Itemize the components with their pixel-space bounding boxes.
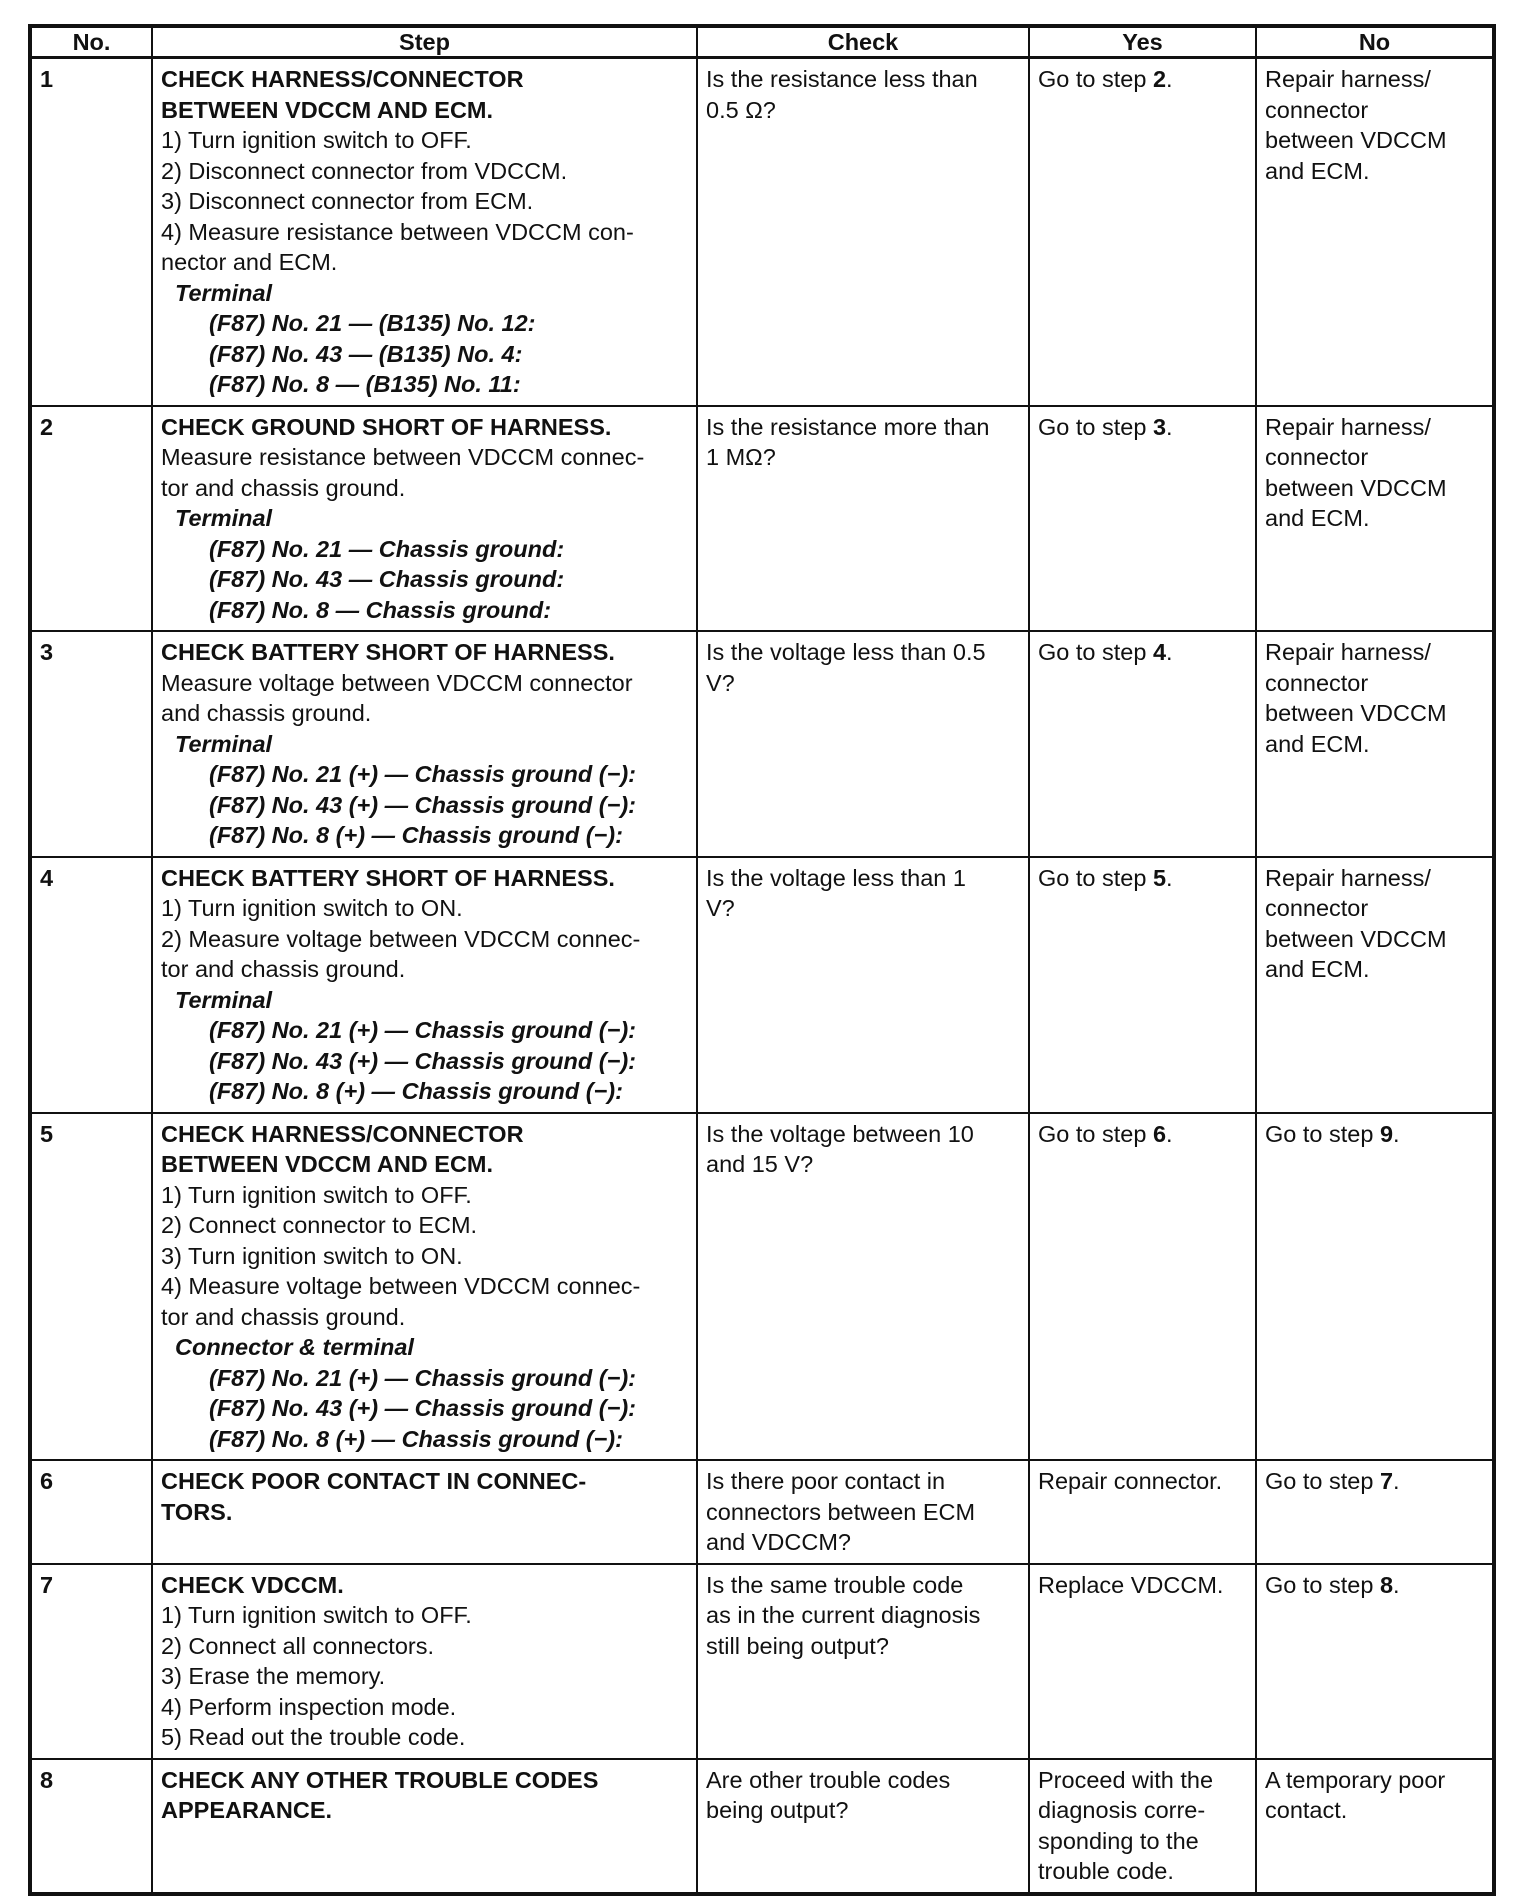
yes-step-number: 6 [1152, 1120, 1167, 1147]
terminal-label: Terminal [175, 279, 273, 306]
no-cell [1256, 1460, 1494, 1564]
step-number: 7 [40, 1571, 54, 1598]
terminal-spec: (F87) No. 8 (+) — Chassis ground (−): [209, 822, 623, 848]
no-action: A temporary poor [1265, 1766, 1446, 1793]
step-title: CHECK HARNESS/CONNECTOR [161, 1120, 524, 1147]
step-cell [152, 1564, 697, 1759]
yes-cell [1029, 58, 1256, 406]
step-instruction: 3) Erase the memory. [161, 1663, 386, 1689]
check-question: Is the voltage less than 1 [706, 864, 966, 891]
no-action-text: Go to step [1265, 1571, 1380, 1598]
step-instruction: Measure resistance between VDCCM connec- [161, 444, 645, 470]
yes-cell [1029, 1564, 1256, 1759]
yes-step-number: 2 [1152, 66, 1167, 92]
table-row [30, 406, 1494, 632]
step-number: 8 [40, 1766, 54, 1793]
no-action-text: Go to step [1265, 1120, 1380, 1147]
step-cell [152, 406, 697, 632]
terminal-spec: (F87) No. 8 — (B135) No. 11: [209, 371, 521, 397]
step-title: CHECK VDCCM. [161, 1571, 344, 1598]
no-action: contact. [1265, 1797, 1348, 1823]
no-action: connector [1265, 895, 1369, 921]
check-question: V? [706, 669, 735, 696]
step-title: CHECK HARNESS/CONNECTOR [161, 66, 524, 92]
step-number: 4 [40, 864, 54, 891]
yes-cell [1029, 1460, 1256, 1564]
step-instruction: 3) Disconnect connector from ECM. [161, 188, 534, 214]
step-cell [152, 1113, 697, 1461]
step-cell [152, 631, 697, 857]
step-instruction: 2) Measure voltage between VDCCM connec- [161, 925, 641, 952]
yes-step-number: 4 [1152, 639, 1167, 665]
step-instruction: 4) Perform inspection mode. [161, 1693, 457, 1720]
table-row [30, 631, 1494, 857]
step-number-cell [30, 1759, 152, 1894]
step-instruction: 1) Turn ignition switch to OFF. [161, 1602, 472, 1628]
check-question: V? [706, 895, 735, 921]
yes-action: diagnosis corre- [1038, 1797, 1206, 1823]
step-cell [152, 1759, 697, 1894]
step-number-cell [30, 1564, 152, 1759]
no-cell [1256, 857, 1494, 1113]
step-instruction: 1) Turn ignition switch to OFF. [161, 1181, 472, 1208]
check-cell [697, 1113, 1029, 1461]
step-instruction: and chassis ground. [161, 700, 372, 726]
step-instruction: 1) Turn ignition switch to OFF. [161, 127, 472, 153]
no-step-number: 8 [1379, 1571, 1394, 1598]
step-cell [152, 58, 697, 406]
step-number-cell [30, 406, 152, 632]
table-row [30, 1759, 1494, 1894]
yes-action-end: . [1166, 413, 1173, 440]
check-question: connectors between ECM [706, 1498, 976, 1525]
check-cell [697, 1564, 1029, 1759]
step-number: 5 [40, 1120, 54, 1147]
check-question: 1 MΩ? [706, 444, 776, 470]
check-question: Is there poor contact in [706, 1468, 946, 1494]
step-instruction: 5) Read out the trouble code. [161, 1724, 466, 1750]
step-instruction: tor and chassis ground. [161, 474, 406, 501]
terminal-spec: (F87) No. 21 — (B135) No. 12: [209, 310, 536, 336]
check-cell [697, 857, 1029, 1113]
step-number-cell [30, 58, 152, 406]
step-instruction: 4) Measure resistance between VDCCM con- [161, 218, 634, 245]
no-cell [1256, 406, 1494, 632]
step-instruction: 3) Turn ignition switch to ON. [161, 1242, 463, 1269]
yes-cell [1029, 857, 1256, 1113]
yes-action: Repair connector. [1038, 1468, 1223, 1494]
check-question: 0.5 Ω? [706, 96, 776, 123]
step-instruction: 1) Turn ignition switch to ON. [161, 895, 463, 921]
no-action: between VDCCM [1265, 474, 1447, 501]
table-row [30, 58, 1494, 406]
no-action-end: . [1393, 1468, 1400, 1494]
step-instruction: tor and chassis ground. [161, 956, 406, 982]
terminal-spec: (F87) No. 21 (+) — Chassis ground (−): [209, 1017, 636, 1043]
no-cell [1256, 631, 1494, 857]
yes-action-text: Go to step [1038, 413, 1153, 440]
step-instruction: nector and ECM. [161, 249, 338, 275]
check-question: Is the resistance less than [706, 66, 978, 92]
header-check: Check [697, 26, 1029, 58]
step-title: BETWEEN VDCCM AND ECM. [161, 96, 494, 123]
table-row [30, 1113, 1494, 1461]
step-instruction: 2) Disconnect connector from VDCCM. [161, 157, 568, 184]
check-question: being output? [706, 1797, 849, 1823]
diagnosis-table [28, 24, 1496, 1896]
check-question: still being output? [706, 1632, 889, 1659]
header-no-result: No [1256, 26, 1494, 58]
no-action: between VDCCM [1265, 925, 1447, 952]
check-question: Is the voltage between 10 [706, 1120, 974, 1147]
check-question: Are other trouble codes [706, 1766, 951, 1793]
no-action: and ECM. [1265, 956, 1370, 982]
step-instruction: 2) Connect connector to ECM. [161, 1212, 478, 1238]
check-question: and VDCCM? [706, 1529, 851, 1555]
terminal-label: Connector & terminal [175, 1334, 414, 1360]
yes-action-text: Go to step [1038, 864, 1153, 891]
table-row [30, 1564, 1494, 1759]
header-yes: Yes [1029, 26, 1256, 58]
step-number-cell [30, 1113, 152, 1461]
step-instruction: 4) Measure voltage between VDCCM connec- [161, 1273, 641, 1299]
yes-action: sponding to the [1038, 1827, 1199, 1854]
terminal-spec: (F87) No. 21 (+) — Chassis ground (−): [209, 1364, 636, 1391]
no-action: Repair harness/ [1265, 639, 1431, 665]
terminal-spec: (F87) No. 43 — Chassis ground: [209, 566, 565, 592]
terminal-spec: (F87) No. 21 — Chassis ground: [209, 535, 565, 562]
terminal-spec: (F87) No. 8 (+) — Chassis ground (−): [209, 1425, 623, 1452]
no-action-text: Go to step [1265, 1468, 1380, 1494]
yes-action-end: . [1166, 639, 1173, 665]
check-question: and 15 V? [706, 1151, 814, 1177]
terminal-spec: (F87) No. 8 (+) — Chassis ground (−): [209, 1078, 623, 1104]
step-number: 1 [40, 66, 54, 92]
check-question: Is the same trouble code [706, 1571, 964, 1598]
yes-action-end: . [1166, 1120, 1173, 1147]
check-cell [697, 631, 1029, 857]
no-cell [1256, 58, 1494, 406]
step-title: CHECK POOR CONTACT IN CONNEC- [161, 1468, 587, 1494]
no-action: between VDCCM [1265, 127, 1447, 153]
step-instruction: Measure voltage between VDCCM connector [161, 669, 633, 696]
no-action: and ECM. [1265, 730, 1370, 757]
check-question: Is the voltage less than 0.5 [706, 639, 986, 665]
yes-cell [1029, 1759, 1256, 1894]
no-action: between VDCCM [1265, 700, 1447, 726]
step-number-cell [30, 1460, 152, 1564]
check-cell [697, 58, 1029, 406]
step-title: TORS. [161, 1498, 233, 1525]
no-action: and ECM. [1265, 505, 1370, 531]
terminal-spec: (F87) No. 43 (+) — Chassis ground (−): [209, 1047, 636, 1074]
terminal-spec: (F87) No. 43 — (B135) No. 4: [209, 340, 523, 367]
no-action: and ECM. [1265, 157, 1370, 184]
no-action: connector [1265, 669, 1369, 696]
yes-action-text: Go to step [1038, 1120, 1153, 1147]
step-number-cell [30, 631, 152, 857]
terminal-label: Terminal [175, 730, 273, 757]
check-cell [697, 406, 1029, 632]
no-action-end: . [1393, 1120, 1400, 1147]
table-row [30, 857, 1494, 1113]
terminal-label: Terminal [175, 505, 273, 531]
no-action: Repair harness/ [1265, 66, 1431, 92]
no-action: Repair harness/ [1265, 864, 1431, 891]
check-question: as in the current diagnosis [706, 1602, 981, 1628]
step-number: 6 [40, 1468, 54, 1494]
step-instruction: tor and chassis ground. [161, 1303, 406, 1330]
no-cell [1256, 1113, 1494, 1461]
yes-action: Replace VDCCM. [1038, 1571, 1224, 1598]
yes-cell [1029, 631, 1256, 857]
yes-cell [1029, 1113, 1256, 1461]
terminal-spec: (F87) No. 43 (+) — Chassis ground (−): [209, 1395, 636, 1421]
step-title: CHECK BATTERY SHORT OF HARNESS. [161, 864, 615, 891]
yes-action-end: . [1166, 864, 1173, 891]
step-title: CHECK GROUND SHORT OF HARNESS. [161, 413, 612, 440]
check-cell [697, 1759, 1029, 1894]
no-cell [1256, 1759, 1494, 1894]
no-action-end: . [1393, 1571, 1400, 1598]
step-cell [152, 857, 697, 1113]
no-cell [1256, 1564, 1494, 1759]
terminal-label: Terminal [175, 986, 273, 1013]
step-instruction: 2) Connect all connectors. [161, 1632, 435, 1659]
step-number: 3 [40, 639, 54, 665]
step-title: BETWEEN VDCCM AND ECM. [161, 1151, 494, 1177]
no-action: Repair harness/ [1265, 413, 1431, 440]
check-cell [697, 1460, 1029, 1564]
table-row [30, 1460, 1494, 1564]
step-title: APPEARANCE. [161, 1797, 333, 1823]
check-question: Is the resistance more than [706, 413, 990, 440]
step-title: CHECK ANY OTHER TROUBLE CODES [161, 1766, 599, 1793]
no-step-number: 9 [1379, 1120, 1394, 1147]
yes-action-text: Go to step [1038, 639, 1153, 665]
step-number: 2 [40, 413, 54, 440]
no-action: connector [1265, 96, 1369, 123]
yes-action-text: Go to step [1038, 66, 1153, 92]
yes-action: Proceed with the [1038, 1766, 1214, 1793]
yes-step-number: 3 [1152, 413, 1167, 440]
terminal-spec: (F87) No. 21 (+) — Chassis ground (−): [209, 761, 636, 787]
step-title: CHECK BATTERY SHORT OF HARNESS. [161, 639, 615, 665]
header-no: No. [30, 26, 152, 58]
yes-action: trouble code. [1038, 1858, 1174, 1884]
yes-cell [1029, 406, 1256, 632]
terminal-spec: (F87) No. 8 — Chassis ground: [209, 596, 552, 623]
yes-step-number: 5 [1152, 864, 1167, 891]
header-step: Step [152, 26, 697, 58]
step-number-cell [30, 857, 152, 1113]
yes-action-end: . [1166, 66, 1173, 92]
step-cell [152, 1460, 697, 1564]
terminal-spec: (F87) No. 43 (+) — Chassis ground (−): [209, 791, 636, 818]
no-action: connector [1265, 444, 1369, 470]
table-body [30, 58, 1494, 1894]
no-step-number: 7 [1379, 1468, 1394, 1494]
header-row [30, 26, 1494, 58]
